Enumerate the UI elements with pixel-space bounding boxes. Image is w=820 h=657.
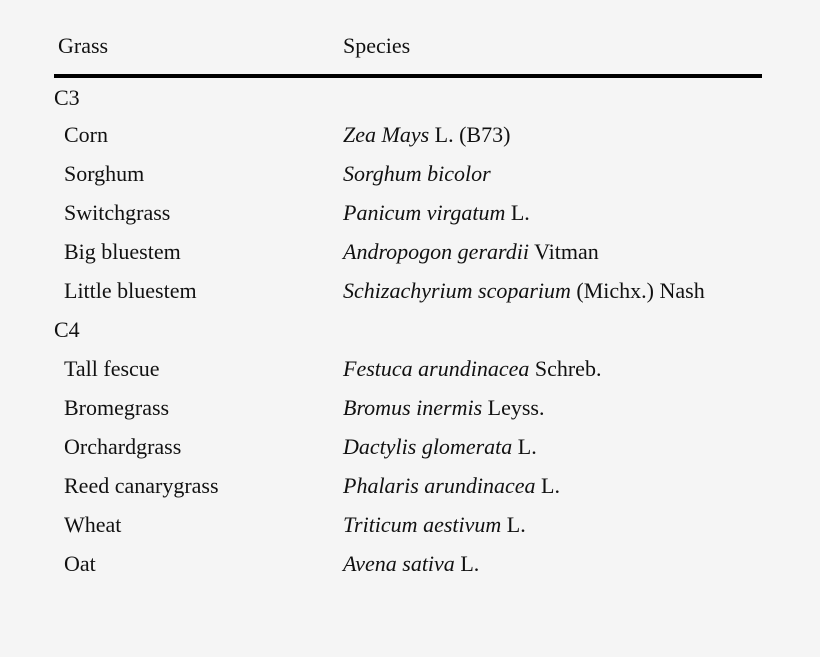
table-row: [54, 544, 762, 583]
species-binomial: Schizachyrium scoparium: [343, 277, 571, 303]
grass-name: Oat: [64, 550, 96, 576]
species-name: [343, 193, 762, 232]
section-label: C3: [54, 85, 80, 110]
species-authority: L. (B73): [429, 121, 511, 147]
grass-name: Big bluestem: [64, 238, 181, 264]
grass-name: Orchardgrass: [64, 433, 182, 459]
species-binomial: Avena sativa: [343, 550, 455, 576]
table-row: [54, 232, 762, 271]
species-authority: L.: [512, 433, 537, 459]
species-binomial: Panicum virgatum: [343, 199, 506, 225]
header-row: [54, 33, 762, 76]
species-name: [343, 427, 762, 466]
species-name: [343, 466, 762, 505]
table-row: [54, 154, 762, 193]
column-header-grass: Grass: [54, 33, 343, 76]
species-binomial: Zea Mays: [343, 121, 430, 147]
section-label: C4: [54, 316, 80, 342]
species-binomial: Phalaris arundinacea: [343, 472, 536, 498]
grass-name: Switchgrass: [64, 199, 171, 225]
species-name: [343, 388, 762, 427]
table-row: [54, 388, 762, 427]
species-authority: L.: [535, 472, 560, 498]
section-row: [54, 76, 762, 115]
column-header-species: Species: [343, 33, 762, 76]
table-row: [54, 349, 762, 388]
species-binomial: Dactylis glomerata: [343, 433, 513, 459]
table-body: [54, 76, 762, 583]
grass-name: Little bluestem: [64, 277, 197, 303]
species-binomial: Festuca arundinacea: [343, 355, 530, 381]
section-row: [54, 310, 762, 349]
species-name: [343, 154, 762, 193]
grass-name: Corn: [64, 121, 108, 147]
species-authority: (Michx.) Nash: [570, 277, 705, 303]
species-name: [343, 544, 762, 583]
species-binomial: Bromus inermis: [343, 394, 483, 420]
grass-species-table: [54, 33, 762, 583]
species-authority: Vitman: [528, 238, 599, 264]
table-row: [54, 427, 762, 466]
species-name: [343, 115, 762, 154]
table-row: [54, 271, 762, 310]
grass-name: Sorghum: [64, 160, 145, 186]
species-name: [343, 271, 762, 310]
species-binomial: Sorghum bicolor: [343, 160, 491, 186]
species-name: [343, 349, 762, 388]
species-authority: L.: [454, 550, 480, 576]
species-authority: L.: [505, 199, 530, 225]
table-row: [54, 466, 762, 505]
species-authority: L.: [501, 511, 526, 537]
table-row: [54, 193, 762, 232]
table-row: [54, 505, 762, 544]
species-name: [343, 505, 762, 544]
grass-name: Wheat: [64, 511, 122, 537]
paper-table-figure: [0, 33, 820, 657]
grass-name: Reed canarygrass: [64, 472, 219, 498]
table-row: [54, 115, 762, 154]
species-authority: Schreb.: [529, 355, 602, 381]
species-binomial: Triticum aestivum: [343, 511, 502, 537]
species-name: [343, 232, 762, 271]
grass-name: Tall fescue: [64, 355, 160, 381]
species-authority: Leyss.: [482, 394, 545, 420]
species-binomial: Andropogon gerardii: [343, 238, 529, 264]
grass-name: Bromegrass: [64, 394, 170, 420]
